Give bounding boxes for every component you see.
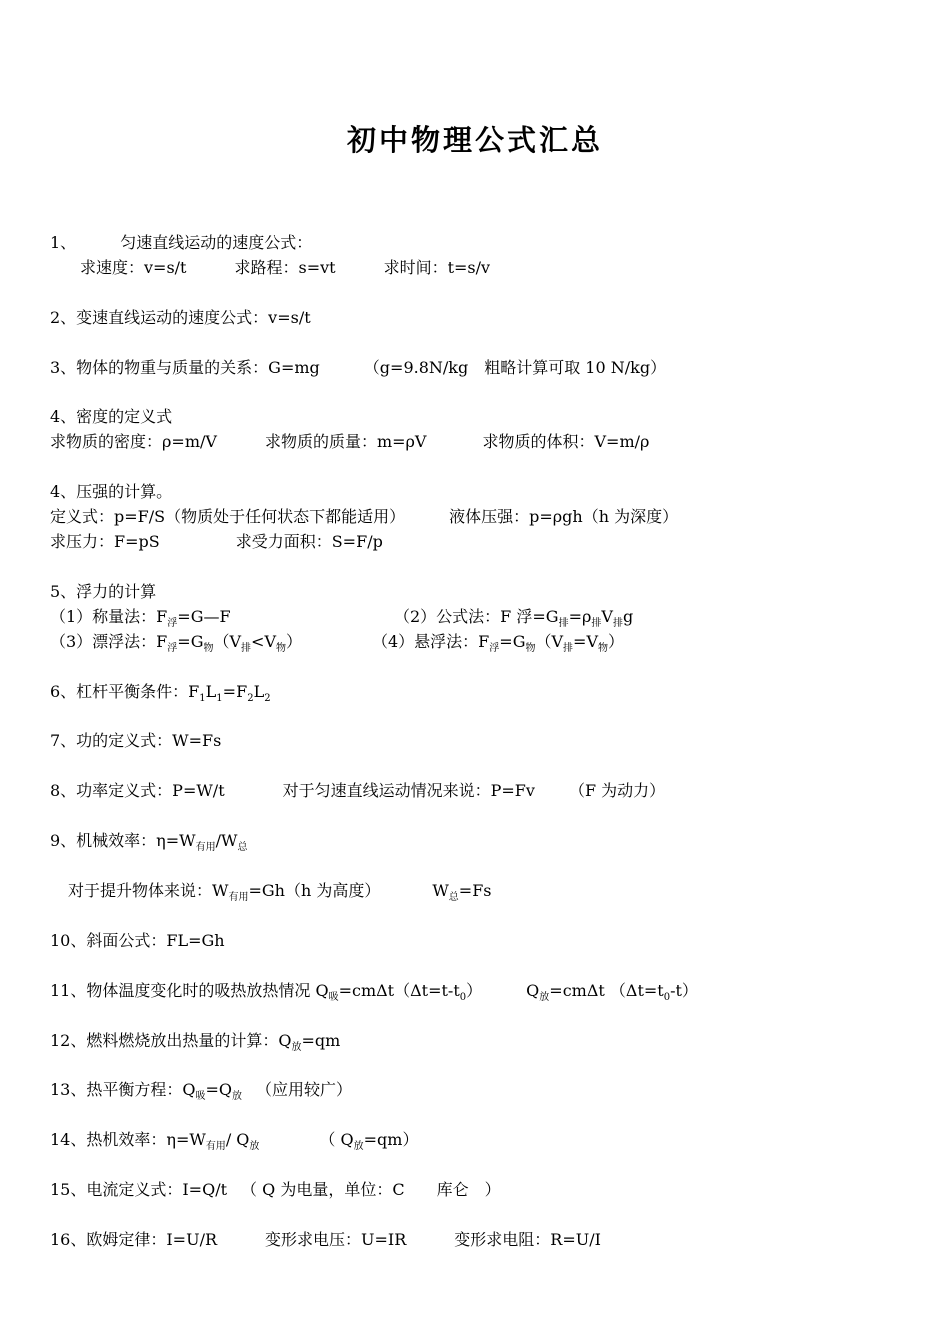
section-3 — [50, 358, 666, 378]
formula-area: 求受力面积：S=F/p — [235, 532, 383, 551]
formula-force: 求压力：F=pS — [50, 532, 160, 551]
formula-speed: 求速度：v=s/t — [80, 258, 187, 277]
formula-voltage: 变形求电压：U=IR — [265, 1230, 407, 1249]
formula-mass: 求物质的质量：m=ρV — [264, 432, 427, 451]
section-5-methods-1-2 — [50, 607, 633, 630]
formula-liquid-pressure: 液体压强：p=ρgh（h 为深度） — [449, 507, 679, 526]
section-4-pressure-def — [50, 507, 678, 527]
formula-resistance: 变形求电阻：R=U/I — [454, 1230, 601, 1249]
method-formula: （2）公式法：F 浮=G排=ρ排V排g — [394, 607, 634, 629]
power-note: （F 为动力） — [568, 781, 666, 800]
section-1-heading — [50, 233, 312, 253]
section-16 — [50, 1230, 601, 1250]
formula-distance: 求路程：s=vt — [234, 258, 336, 277]
section-4-density-heading: 4、密度的定义式 — [50, 407, 173, 426]
section-8 — [50, 781, 665, 801]
section-10: 10、斜面公式：FL=Gh — [50, 931, 225, 950]
section-1-formulas — [50, 258, 490, 278]
section-11 — [50, 981, 698, 1004]
formula-useful-work: 对于提升物体来说：W有用=Gh（h 为高度） — [68, 881, 381, 903]
section-15 — [50, 1180, 501, 1200]
section-4-density-formulas — [50, 432, 649, 452]
section-9: 9、机械效率：η=W有用/W总 — [50, 831, 248, 853]
formula-time: 求时间：t=s/v — [383, 258, 491, 277]
formula-volume: 求物质的体积：V=m/ρ — [482, 432, 650, 451]
section-2: 2、变速直线运动的速度公式：v=s/t — [50, 308, 311, 327]
weight-note: （g=9.8N/kg 粗略计算可取 10 N/kg） — [363, 358, 667, 377]
method-floating: （3）漂浮法：F浮=G物（V排<V物） — [50, 632, 303, 654]
formula-power: 8、功率定义式：P=W/t — [50, 781, 225, 800]
formula-power-uniform: 对于匀速直线运动情况来说：P=Fv — [282, 781, 535, 800]
section-12: 12、燃料燃烧放出热量的计算：Q放=qm — [50, 1031, 341, 1053]
section-number: 1、 — [50, 233, 77, 252]
page-title: 初中物理公式汇总 — [346, 123, 603, 157]
formula-current: 15、电流定义式：I=Q/t — [50, 1180, 228, 1199]
method-suspension: （4）悬浮法：F浮=G物（V排=V物） — [372, 632, 625, 654]
section-title: 匀速直线运动的速度公式： — [120, 233, 313, 252]
formula-weight: 3、物体的物重与质量的关系：G=mg — [50, 358, 320, 377]
section-5-heading: 5、浮力的计算 — [50, 582, 157, 601]
section-14: 14、热机效率：η=W有用/ Q放 （ Q放=qm） — [50, 1130, 419, 1152]
current-note: （ Q 为电量，单位：C 库仑 ） — [241, 1180, 501, 1199]
formula-ohm: 16、欧姆定律：I=U/R — [50, 1230, 218, 1249]
section-13: 13、热平衡方程：Q吸=Q放 （应用较广） — [50, 1080, 353, 1102]
section-4-pressure-heading: 4、压强的计算。 — [50, 482, 173, 501]
formula-pressure-def: 定义式：p=F/S（物质处于任何状态下都能适用） — [50, 507, 406, 526]
section-9-lifting — [50, 881, 492, 904]
formula-density: 求物质的密度：ρ=m/V — [50, 432, 217, 451]
formula-heat-released: Q放=cmΔt （Δt=t0-t） — [526, 981, 698, 1003]
section-4-pressure-derived — [50, 532, 383, 552]
section-6: 6、杠杆平衡条件：F1L1=F2L2 — [50, 682, 271, 704]
section-7: 7、功的定义式：W=Fs — [50, 731, 222, 750]
formula-heat-absorbed: 11、物体温度变化时的吸热放热情况 Q吸=cmΔt（Δt=t-t0） — [50, 981, 483, 1003]
formula-total-work: W总=Fs — [432, 881, 492, 903]
section-5-methods-3-4 — [50, 632, 624, 655]
method-weighing: （1）称量法：F浮=G—F — [50, 607, 231, 629]
